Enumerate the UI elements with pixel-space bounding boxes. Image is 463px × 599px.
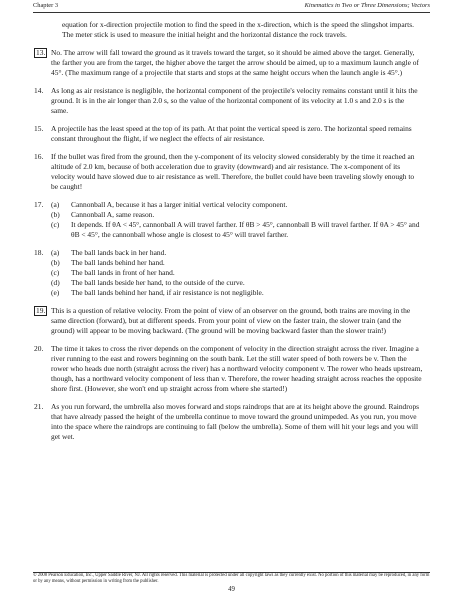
answer-text: As you run forward, the umbrella also moves forward and stops raindrops that are at its height above the ground. Raindrops that have already passed the height of the umbrella continue to move toward the ground unimpeded. As you run, you move into the space where the raindrops are continuing to fall (below the umbrella). Some of them will hit your legs and you will get wet. bbox=[51, 402, 420, 441]
answer-18 bbox=[34, 248, 423, 298]
answer-16 bbox=[34, 152, 423, 192]
chapter-label: Chapter 3 bbox=[33, 2, 59, 9]
answer-number: 16. bbox=[34, 152, 44, 161]
answer-number: 21. bbox=[34, 402, 44, 411]
answer-number: 13. bbox=[36, 48, 46, 57]
header-rule bbox=[33, 12, 430, 13]
answer-19 bbox=[34, 306, 423, 336]
answer-text: A projectile has the least speed at the top of its path. At that point the vertical speed is zero. The horizontal speed remains constant throughout the flight, if we neglect the effects of air resistance. bbox=[51, 124, 412, 143]
sub-answer: (a) The ball lands back in her hand. bbox=[51, 248, 167, 257]
answer-number: 18. bbox=[34, 248, 44, 257]
intro-paragraph: equation for x-direction projectile motion to find the speed in the x-direction, which is the speed the slingshot imparts. The meter stick is used to measure the initial height and the horizontal distance the rock travels. bbox=[62, 20, 414, 39]
answer-14 bbox=[34, 86, 423, 116]
answer-text: As long as air resistance is negligible, the horizontal component of the projectile's velocity remains constant until it hits the ground. It is in the air longer than 2.0 s, so the value of the horizontal component of its velocity at 1.0 s and 2.0 s is the same. bbox=[51, 86, 418, 115]
answer-text: This is a question of relative velocity. From the point of view of an observer on the ground, both trains are moving in the same direction (forward), but at different speeds. From your point of view on the faster train, the slower train (and the ground) will appear to be moving backward. (The ground will be moving backward faster than the slower train!) bbox=[51, 306, 411, 335]
sub-answer: (c) The ball lands in front of her hand. bbox=[51, 268, 175, 277]
sub-answer: (c) It depends. If θA < 45°, cannonball A will travel farther. If θB > 45°, cannonball B will travel farther. If θA > 45° and θB < 45°, the cannonball whose angle is closest to 45° will travel farther. bbox=[51, 220, 420, 239]
answer-20 bbox=[34, 344, 423, 394]
answer-text: No. The arrow will fall toward the ground as it travels toward the target, so it should be aimed above the target. Generally, the farther you are from the target, the higher above the target the arrow should be aimed, up to a maximum launch angle of 45°. (The maximum range of a projectile that starts and stops at the same height occurs when the launch angle is 45°.) bbox=[51, 48, 419, 77]
sub-answer: (d) The ball lands beside her hand, to the outside of the curve. bbox=[51, 278, 245, 287]
page-number: 49 bbox=[228, 586, 235, 593]
answer-number: 20. bbox=[34, 344, 44, 353]
answer-15 bbox=[34, 124, 423, 144]
answer-number: 17. bbox=[34, 200, 44, 209]
answer-number: 14. bbox=[34, 86, 44, 95]
page-header bbox=[33, 2, 430, 9]
answer-17 bbox=[34, 200, 423, 240]
copyright-footer: © 2008 Pearson Education, Inc., Upper Saddle River, NJ. All rights reserved. This material is protected under all copyright laws as they currently exist. No portion of this material may be reproduced, in any form or by any means, without permission in writing from the publisher. bbox=[33, 573, 430, 584]
sub-answer: (e) The ball lands behind her hand, if air resistance is not negligible. bbox=[51, 288, 264, 297]
sub-answer: (a) Cannonball A, because it has a larger initial vertical velocity component. bbox=[51, 200, 288, 209]
answer-text: The time it takes to cross the river depends on the component of velocity in the direction straight across the river. Imagine a river running to the east and rowers beginning on the south bank. Let the still water speed of both rowers be v. Then the rower who heads due north (straight across the river) has a northward velocity component v. The rower who heads upstream, though, has a northward velocity component of less than v. Therefore, the rower heading straight across reaches the opposite shore first. (However, she won't end up straight across from where she started!) bbox=[51, 344, 423, 393]
page-content bbox=[34, 20, 423, 442]
answer-21 bbox=[34, 402, 423, 442]
chapter-title: Kinematics in Two or Three Dimensions; Vectors bbox=[304, 2, 430, 9]
answer-13 bbox=[34, 48, 423, 78]
answer-number: 19. bbox=[36, 306, 46, 315]
answer-number: 15. bbox=[34, 124, 44, 133]
sub-answer: (b) Cannonball A, same reason. bbox=[51, 210, 155, 219]
sub-answer: (b) The ball lands behind her hand. bbox=[51, 258, 165, 267]
answer-text: If the bullet was fired from the ground, then the y-component of its velocity slowed considerably by the time it reached an altitude of 2.0 km, because of both acceleration due to gravity (downward) and air resistance. The x-component of its velocity would have slowed due to air resistance as well. Therefore, the bullet could have been traveling slowly enough to be caught! bbox=[51, 152, 415, 191]
